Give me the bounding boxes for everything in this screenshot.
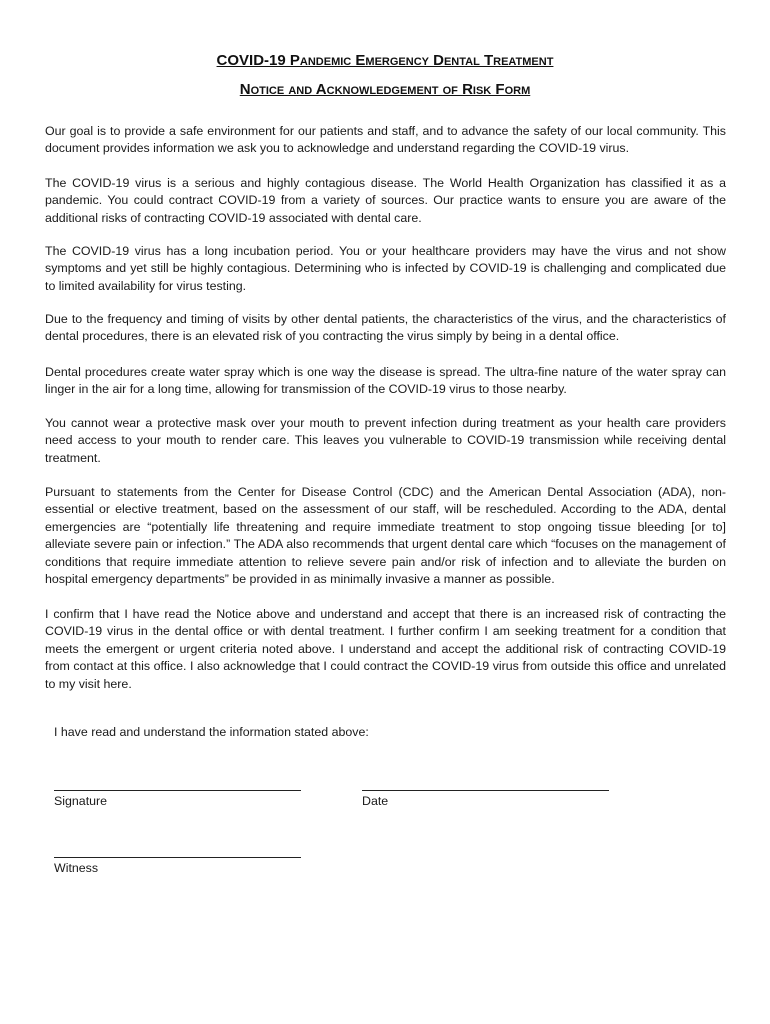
signature-label: Signature (54, 794, 108, 808)
paragraph-goal (45, 123, 726, 158)
paragraph-frequency (45, 311, 726, 346)
paragraph-virus-serious (45, 175, 726, 227)
form-title-line-1: COVID-19 Pandemic Emergency Dental Treatment (216, 52, 554, 69)
paragraph-text: Pursuant to statements from the Center for Disease Control (CDC) and the American Dental Association (ADA), non-essential or elective treatment, based on the assessment of our staff, will be rescheduled. According to the ADA, dental emergencies are “potentially life threatening and require immediate treatment to stop ongoing tissue bleeding [or to] alleviate severe pain or infection.” The ADA also recommends that urgent dental care which “focuses on the management of conditions that require immediate attention to relieve severe pain and/or risk of infection and to alleviate the burden on hospital emergency departments” be provided in as minimally invasive a manner as possible. (45, 485, 726, 587)
paragraph-incubation (45, 243, 726, 295)
paragraph-text: The COVID-19 virus is a serious and highly contagious disease. The World Health Organization has classified it as a pandemic. You could contract COVID-19 from a variety of sources. Our practice wants to ensure you are aware of the additional risks of contracting COVID-19 associated with dental care. (45, 176, 726, 225)
paragraph-text: The COVID-19 virus has a long incubation period. You or your healthcare providers may have the virus and not show symptoms and yet still be highly contagious. Determining who is infected by COVID-19 is challenging and complicated due to limited availability for virus testing. (45, 244, 726, 293)
date-line[interactable] (362, 790, 609, 791)
paragraph-text: I confirm that I have read the Notice above and understand and accept that there is an increased risk of contracting the COVID-19 virus in the dental office or with dental treatment. I further confirm I am seeking treatment for a condition that meets the emergent or urgent criteria noted above. I understand and accept the additional risk of contracting COVID-19 from contact at this office. I also acknowledge that I could contract the COVID-19 virus from outside this office and unrelated to my visit here. (45, 607, 726, 691)
paragraph-text: Due to the frequency and timing of visits by other dental patients, the characteristics of the virus, and the characteristics of dental procedures, there is an elevated risk of you contracting the virus simply by being in a dental office. (45, 312, 726, 344)
paragraph-cdc-ada (45, 484, 726, 588)
witness-label: Witness (54, 861, 99, 875)
paragraph-text: Our goal is to provide a safe environment for our patients and staff, and to advance the safety of our local community. This document provides information we ask you to acknowledge and understand regarding the COVID-19 virus. (45, 124, 726, 156)
paragraph-water-spray (45, 364, 726, 399)
form-title-line-2: Notice and Acknowledgement of Risk Form (239, 81, 531, 98)
paragraph-confirmation (45, 606, 726, 693)
paragraph-mask (45, 415, 726, 467)
date-label: Date (362, 794, 389, 808)
signature-line[interactable] (54, 790, 301, 791)
witness-line[interactable] (54, 857, 301, 858)
acknowledgement-statement: I have read and understand the information stated above: (54, 725, 369, 739)
paragraph-text: Dental procedures create water spray which is one way the disease is spread. The ultra-fine nature of the water spray can linger in the air for a long time, allowing for transmission of the COVID-19 virus to those nearby. (45, 365, 726, 397)
paragraph-text: You cannot wear a protective mask over your mouth to prevent infection during treatment as your health care providers need access to your mouth to render care. This leaves you vulnerable to COVID-19 transmission while receiving dental treatment. (45, 416, 726, 465)
